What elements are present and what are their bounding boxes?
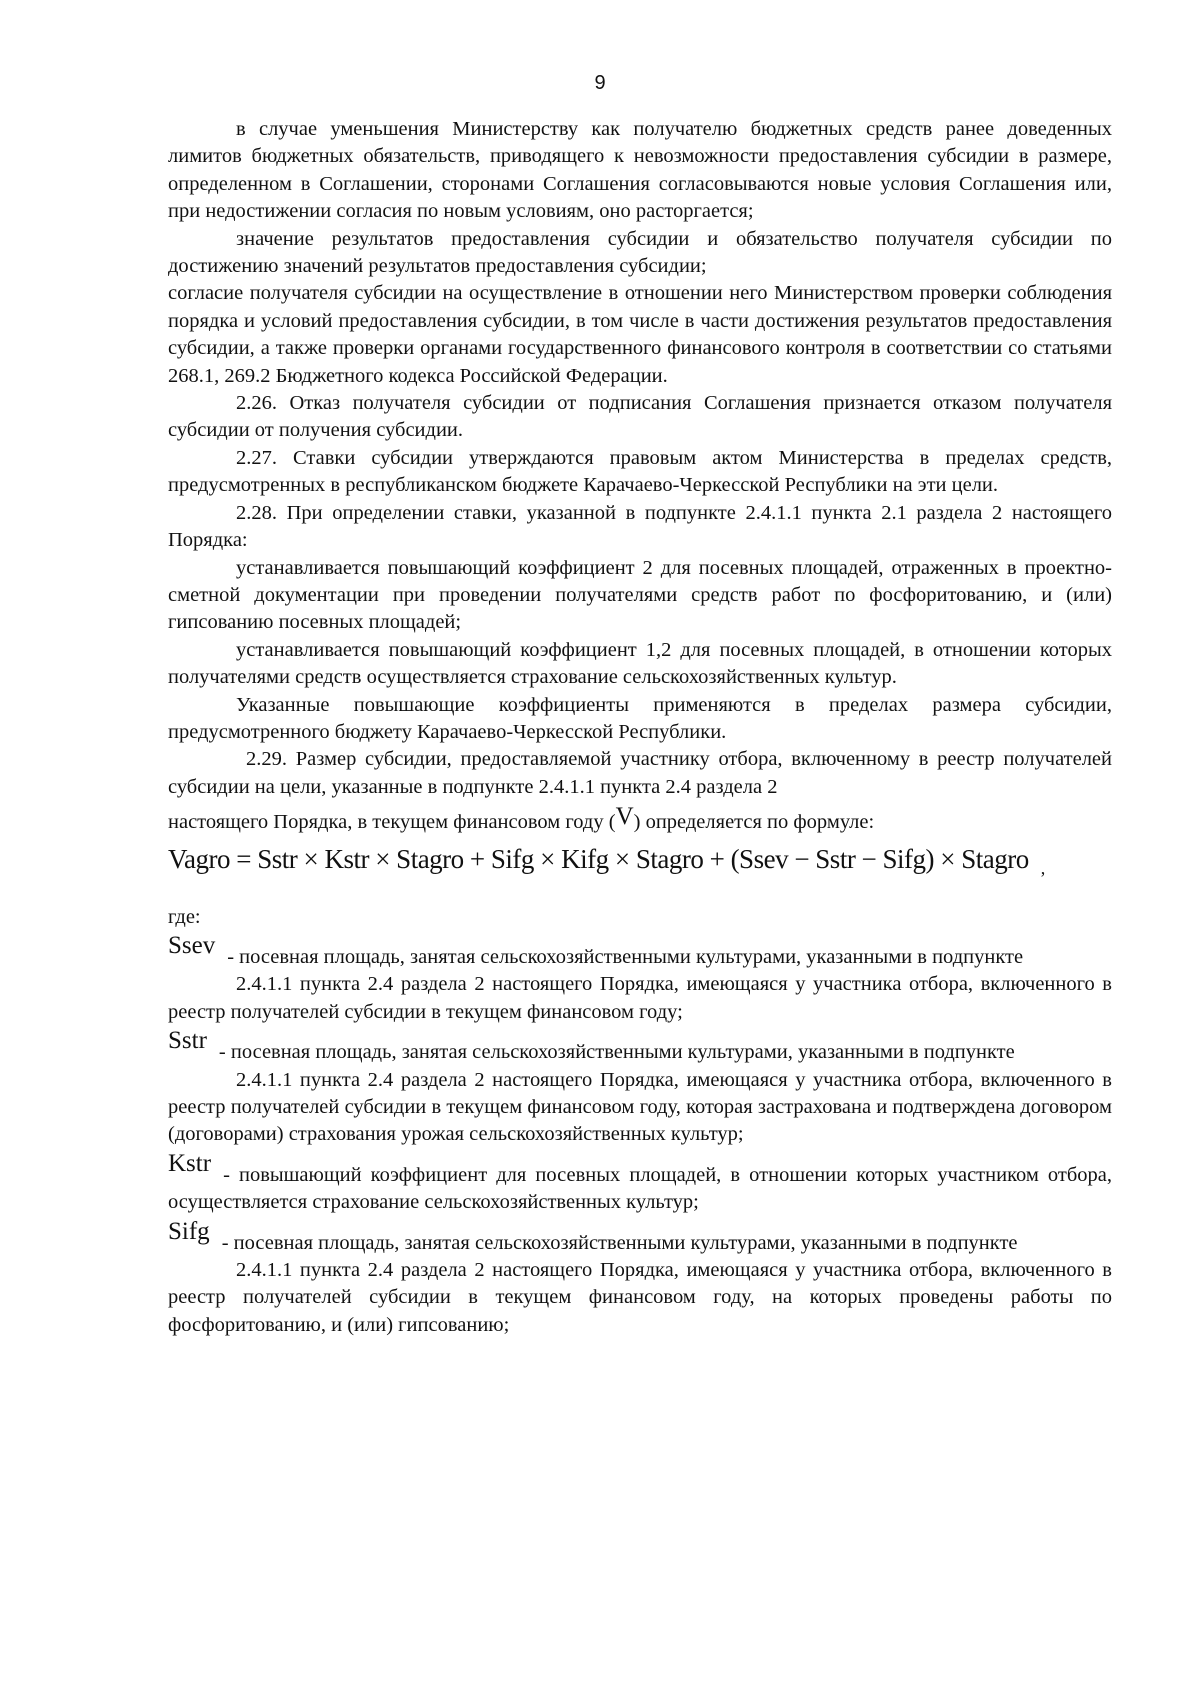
page-body <box>168 116 1112 1339</box>
definition-continuation: 2.4.1.1 пункта 2.4 раздела 2 настоящего Порядка, имеющаяся у участника отбора, включенного в реестр получателей субсидии в текущем финансовом году, которая застрахована и подтверждена договором (договорами) страхования урожая сельскохозяйственных культур; <box>168 1068 1112 1146</box>
definition-ssev <box>168 931 1112 1026</box>
definition-text: - посевная площадь, занятая сельскохозяйственными культурами, указанными в подпункте <box>218 1041 1015 1064</box>
page-number: 9 <box>594 72 606 94</box>
variable-symbol: Sstr <box>168 1027 207 1055</box>
paragraph: в случае уменьшения Министерству как получателю бюджетных средств ранее доведенных лимитов бюджетных обязательств, приводящего к невозможности предоставления субсидии в размере, определенном в Соглашении, сторонами Соглашения согласовываются новые условия Соглашения или, при недостижении согласия по новым условиям, оно расторгается; <box>168 118 1112 223</box>
paragraph: 2.26. Отказ получателя субсидии от подписания Соглашения признается отказом получателя субсидии от получения субсидии. <box>168 392 1112 442</box>
formula-symbol-v: V <box>615 803 634 831</box>
definition-continuation: 2.4.1.1 пункта 2.4 раздела 2 настоящего Порядка, имеющаяся у участника отбора, включенного в реестр получателей субсидии в текущем финансовом году; <box>168 973 1112 1023</box>
variable-symbol: Sifg <box>168 1217 210 1245</box>
subsidy-formula <box>168 839 1112 888</box>
definition-kstr <box>168 1149 1112 1217</box>
paragraph: 2.29. Размер субсидии, предоставляемой участнику отбора, включенному в реестр получателей субсидии на цели, указанные в подпункте 2.4.1.1 пункта 2.4 раздела 2 <box>168 748 1112 798</box>
definition-text: - посевная площадь, занятая сельскохозяйственными культурами, указанными в подпункте <box>221 1231 1018 1254</box>
formula-comma: , <box>1040 857 1045 878</box>
paragraph: Указанные повышающие коэффициенты применяются в пределах размера субсидии, предусмотренного бюджету Карачаево-Черкесской Республики. <box>168 693 1112 743</box>
paragraph: 2.28. При определении ставки, указанной в подпункте 2.4.1.1 пункта 2.1 раздела 2 настоящего Порядка: <box>168 501 1112 552</box>
definition-sifg <box>168 1217 1112 1340</box>
formula-intro <box>168 803 1112 836</box>
formula-intro-before: настоящего Порядка, в текущем финансовом году ( <box>168 811 616 834</box>
formula-intro-after: ) определяется по формуле: <box>633 811 875 834</box>
paragraph: устанавливается повышающий коэффициент 1,2 для посевных площадей, в отношении которых получателями средств осуществляется страхование сельскохозяйственных культур. <box>168 638 1112 689</box>
variable-symbol: Ssev <box>168 931 216 959</box>
definition-text: - посевная площадь, занятая сельскохозяйственными культурами, указанными в подпункте <box>227 945 1024 968</box>
definition-text: - повышающий коэффициент для посевных площадей, в отношении которых участником отбора, осуществляется страхование сельскохозяйственных культур; <box>168 1163 1112 1214</box>
paragraph: согласие получателя субсидии на осуществление в отношении него Министерством проверки соблюдения порядка и условий предоставления субсидии, в том числе в части достижения результатов предоставления субсидии, а также проверки органами государственного финансового контроля в соответствии со статьями 268.1, 269.2 Бюджетного кодекса Российской Федерации. <box>168 282 1112 387</box>
paragraph: устанавливается повышающий коэффициент 2 для посевных площадей, отраженных в проектно-сметной документации при проведении получателями средств работ по фосфоритованию, и (или) гипсованию посевных площадей; <box>168 556 1112 634</box>
paragraph: 2.27. Ставки субсидии утверждаются правовым актом Министерства в пределах средств, предусмотренных в республиканском бюджете Карачаево-Черкесской Республики на эти цели. <box>168 446 1112 497</box>
variable-symbol: Kstr <box>168 1149 212 1177</box>
definition-continuation: 2.4.1.1 пункта 2.4 раздела 2 настоящего Порядка, имеющаяся у участника отбора, включенного в реестр получателей субсидии в текущем финансовом году, на которых проведены работы по фосфоритованию, и (или) гипсованию; <box>168 1259 1112 1336</box>
where-label: где: <box>168 905 201 928</box>
paragraph: значение результатов предоставления субсидии и обязательство получателя субсидии по достижению значений результатов предоставления субсидии; <box>168 227 1112 278</box>
formula-text: Vagro = Sstr × Kstr × Stagro + Sifg × Kifg × Stagro + (Ssev − Sstr − Sifg) × Stagro <box>168 843 1029 874</box>
definition-sstr <box>168 1027 1112 1149</box>
